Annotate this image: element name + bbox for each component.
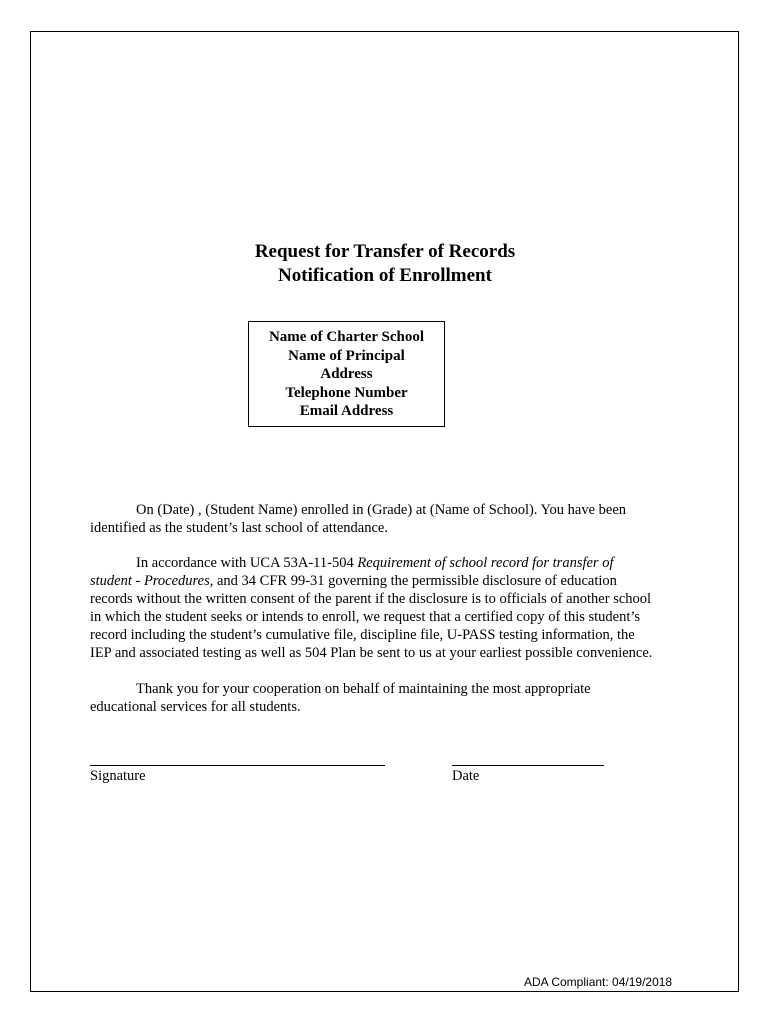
date-line[interactable] [452,765,604,766]
paragraph-line: Thank you for your cooperation on behalf of maintaining the most appropriate [136,681,591,697]
paragraph-line [90,572,690,590]
paragraph-line: records without the written consent of the parent if the disclosure is to officials of another school [90,591,652,607]
school-name-placeholder: Name of Charter School [268,329,425,345]
statute-title-italic: Requirement of school record for transfer of [357,555,614,571]
paragraph-line [90,554,690,572]
signature-line[interactable] [90,765,385,766]
paragraph-line: in which the student seeks or intends to enroll, we request that a certified copy of this student’s [90,609,641,625]
email-placeholder: Email Address [299,403,394,420]
signature-label: Signature [90,768,146,784]
request-paragraph [90,554,690,662]
telephone-placeholder: Telephone Number [285,384,408,401]
enrollment-paragraph [90,501,690,537]
paragraph-line: educational services for all students. [90,699,301,715]
address-placeholder: Address [320,366,373,383]
ada-compliance-footer: ADA Compliant: 04/19/2018 [524,975,673,989]
paragraph-line: On (Date) , (Student Name) enrolled in (Grade) at (Name of School). You have been [136,502,627,518]
paragraph-line: identified as the student’s last school of attendance. [90,520,388,536]
text-span: In accordance with UCA 53A-11-504 [136,555,358,571]
date-label: Date [452,768,480,784]
school-info-box [248,321,445,427]
document-subtitle: Notification of Enrollment [278,265,492,286]
statute-title-italic: student - Procedures [90,573,210,589]
thanks-paragraph [90,680,690,716]
principal-name-placeholder: Name of Principal [288,347,405,364]
paragraph-line: IEP and associated testing as well as 504 Plan be sent to us at your earliest possible convenience. [90,645,653,661]
document-title: Request for Transfer of Records [254,241,516,262]
text-span: , and 34 CFR 99-31 governing the permissible disclosure of education [209,573,617,589]
paragraph-line: record including the student’s cumulative file, discipline file, U-PASS testing information, the [90,627,635,643]
